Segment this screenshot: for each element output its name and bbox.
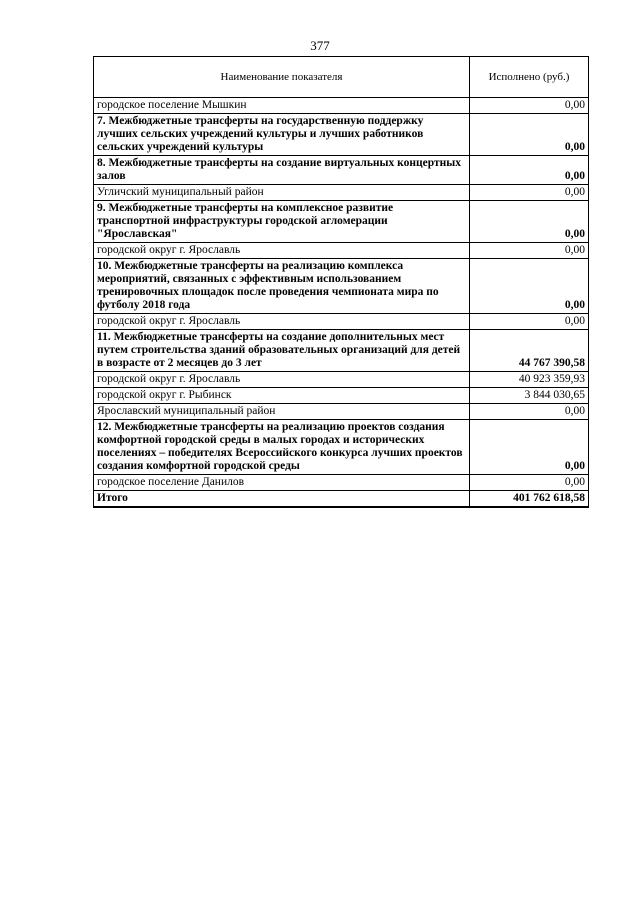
table-body	[94, 98, 589, 508]
row-name: городской округ г. Ярославль	[94, 243, 470, 259]
row-value: 0,00	[470, 156, 589, 185]
row-name: городской округ г. Ярославль	[94, 314, 470, 330]
column-header-name: Наименование показателя	[94, 57, 470, 98]
row-name: Угличский муниципальный район	[94, 185, 470, 201]
table-row	[94, 404, 589, 420]
table-row	[94, 475, 589, 491]
table-row	[94, 98, 589, 114]
row-name: 11. Межбюджетные трансферты на создание дополнительных мест путем строительства зданий образовательных организаций для детей в возрасте от 2 месяцев до 3 лет	[94, 330, 470, 372]
row-value: 44 767 390,58	[470, 330, 589, 372]
row-name: Ярославский муниципальный район	[94, 404, 470, 420]
table-row	[94, 420, 589, 475]
row-name: 9. Межбюджетные трансферты на комплексное развитие транспортной инфраструктуры городской агломерации "Ярославская"	[94, 201, 470, 243]
row-value: 0,00	[470, 475, 589, 491]
table-row	[94, 259, 589, 314]
total-label: Итого	[94, 491, 470, 508]
row-name: городское поселение Мышкин	[94, 98, 470, 114]
row-name: городское поселение Данилов	[94, 475, 470, 491]
row-name: городской округ г. Рыбинск	[94, 388, 470, 404]
table-row	[94, 388, 589, 404]
row-value: 40 923 359,93	[470, 372, 589, 388]
row-value: 0,00	[470, 259, 589, 314]
row-value: 0,00	[470, 404, 589, 420]
table-row	[94, 330, 589, 372]
row-value: 3 844 030,65	[470, 388, 589, 404]
row-name: 10. Межбюджетные трансферты на реализацию комплекса мероприятий, связанных с эффективным использованием тренировочных площадок после проведения чемпионата мира по футболу 2018 года	[94, 259, 470, 314]
table-header-row	[94, 57, 589, 98]
page-number: 377	[310, 38, 330, 53]
row-name: городской округ г. Ярославль	[94, 372, 470, 388]
table-row	[94, 114, 589, 156]
row-value: 0,00	[470, 98, 589, 114]
row-value: 0,00	[470, 314, 589, 330]
row-value: 0,00	[470, 114, 589, 156]
row-value: 0,00	[470, 420, 589, 475]
row-value: 0,00	[470, 243, 589, 259]
row-name: 7. Межбюджетные трансферты на государственную поддержку лучших сельских учреждений культуры и лучших работников сельских учреждений культуры	[94, 114, 470, 156]
report-table	[93, 56, 589, 508]
table-row	[94, 185, 589, 201]
total-row	[94, 491, 589, 508]
table-row	[94, 156, 589, 185]
table-row	[94, 372, 589, 388]
row-value: 0,00	[470, 201, 589, 243]
table-row	[94, 243, 589, 259]
total-value: 401 762 618,58	[470, 491, 589, 508]
table-row	[94, 314, 589, 330]
row-name: 12. Межбюджетные трансферты на реализацию проектов создания комфортной городской среды в малых городах и исторических поселениях – победителях Всероссийского конкурса лучших проектов создания комфортной городской среды	[94, 420, 470, 475]
column-header-executed: Исполнено (руб.)	[470, 57, 589, 98]
row-name: 8. Межбюджетные трансферты на создание виртуальных концертных залов	[94, 156, 470, 185]
row-value: 0,00	[470, 185, 589, 201]
table-row	[94, 201, 589, 243]
